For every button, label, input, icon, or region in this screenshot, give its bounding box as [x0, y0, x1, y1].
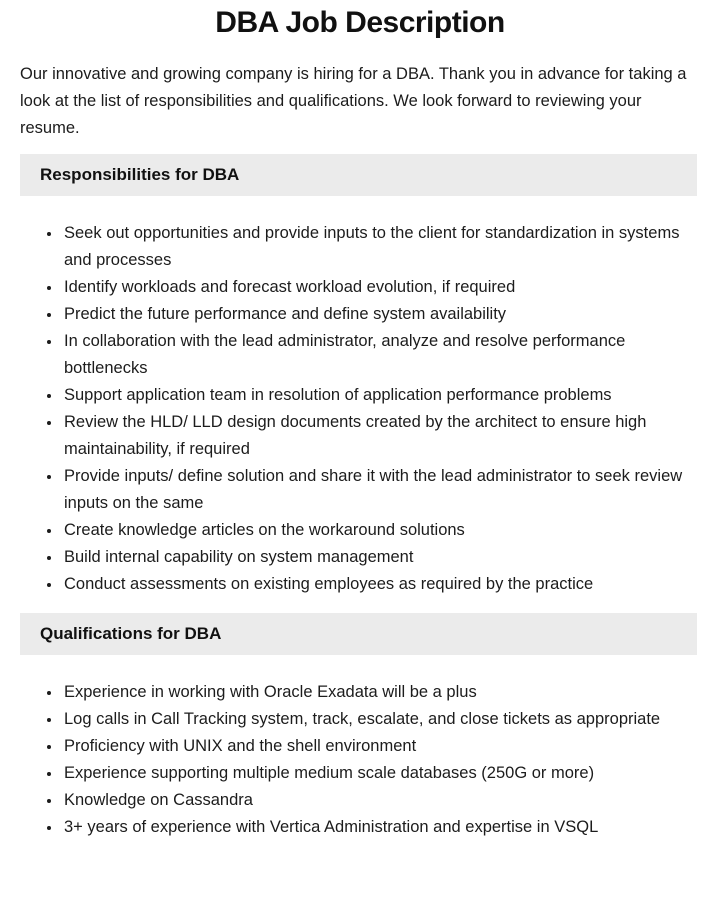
- list-item: • Experience supporting multiple medium scale databases (250G or more): [62, 760, 697, 787]
- list-item: • Predict the future performance and define system availability: [62, 301, 697, 328]
- responsibilities-list: [0, 196, 720, 601]
- list-item: • Seek out opportunities and provide inputs to the client for standardization in systems and processes: [62, 220, 697, 274]
- page-title: DBA Job Description: [215, 6, 505, 39]
- list-item: • Support application team in resolution of application performance problems: [62, 382, 697, 409]
- list-item: • Knowledge on Cassandra: [62, 787, 697, 814]
- list-item: • Log calls in Call Tracking system, track, escalate, and close tickets as appropriate: [62, 706, 697, 733]
- list-item: • Build internal capability on system management: [62, 544, 697, 571]
- list-item: • Conduct assessments on existing employees as required by the practice: [62, 571, 697, 598]
- job-description-page: [0, 5, 720, 844]
- list-item: • In collaboration with the lead administrator, analyze and resolve performance bottlenecks: [62, 328, 697, 382]
- section-heading-qualifications: [20, 613, 697, 655]
- list-item: • Identify workloads and forecast workload evolution, if required: [62, 274, 697, 301]
- section-heading-label: Qualifications for DBA: [40, 624, 222, 643]
- list-item: • Review the HLD/ LLD design documents created by the architect to ensure high maintainability, if required: [62, 409, 697, 463]
- intro-paragraph: Our innovative and growing company is hiring for a DBA. Thank you in advance for taking a look at the list of responsibilities and qualifications. We look forward to reviewing your resume.: [20, 65, 687, 137]
- list-item: • Provide inputs/ define solution and share it with the lead administrator to seek review inputs on the same: [62, 463, 697, 517]
- list-item: • Create knowledge articles on the workaround solutions: [62, 517, 697, 544]
- list-item: • Proficiency with UNIX and the shell environment: [62, 733, 697, 760]
- section-heading-label: Responsibilities for DBA: [40, 165, 240, 184]
- list-item: • 3+ years of experience with Vertica Administration and expertise in VSQL: [62, 814, 697, 841]
- list-item: • Experience in working with Oracle Exadata will be a plus: [62, 679, 697, 706]
- section-heading-responsibilities: [20, 154, 697, 196]
- qualifications-list: [0, 655, 720, 844]
